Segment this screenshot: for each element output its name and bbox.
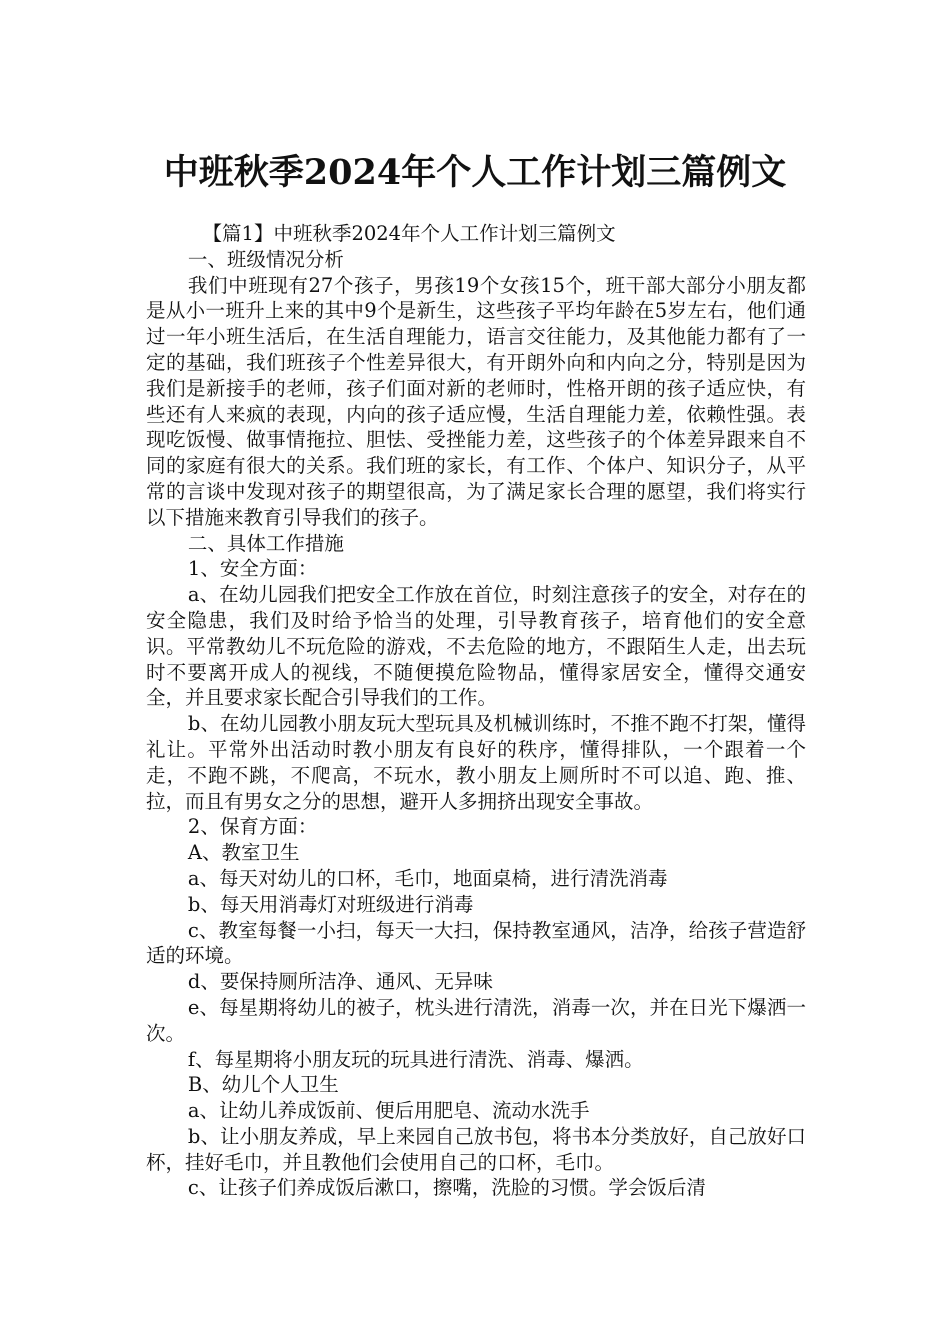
heading-personal-hygiene: B、幼儿个人卫生 bbox=[187, 1073, 339, 1097]
paragraph-safety-b: b、在幼儿园教小朋友玩大型玩具及机械训练时，不推不跑不打架，懂得礼让。平常外出活动时教小朋友有良好的秩序，懂得排队，一个跟着一个走，不跑不跳，不爬高，不玩水，教小朋友上厕所时不可以追、跑、推、拉，而且有男女之分的思想，避开人多拥挤出现安全事故。 bbox=[146, 712, 806, 813]
heading-classroom-hygiene: A、教室卫生 bbox=[187, 841, 300, 865]
list-item: b、每天用消毒灯对班级进行消毒 bbox=[187, 892, 474, 916]
heading-class-analysis: 一、班级情况分析 bbox=[187, 247, 344, 271]
list-item: c、教室每餐一小扫，每天一大扫，保持教室通风，洁净，给孩子营造舒适的环境。 bbox=[146, 918, 806, 968]
heading-care: 2、保育方面： bbox=[187, 815, 318, 839]
list-item: a、每天对幼儿的口杯，毛巾，地面桌椅，进行清洗消毒 bbox=[187, 866, 668, 890]
list-item: c、让孩子们养成饭后漱口，擦嘴，洗脸的习惯。学会饭后清 bbox=[187, 1176, 706, 1200]
list-item: b、让小朋友养成，早上来园自己放书包，将书本分类放好，自己放好口杯，挂好毛巾，并且教他们会使用自己的口杯，毛巾。 bbox=[146, 1124, 806, 1174]
document-title: 中班秋季2024年个人工作计划三篇例文 bbox=[163, 152, 787, 194]
paragraph-class-situation: 我们中班现有27个孩子，男孩19个女孩15个，班干部大部分小朋友都是从小一班升上来的其中9个是新生，这些孩子平均年龄在5岁左右，他们通过一年小班生活后，在生活自理能力，语言交往能力，及其他能力都有了一定的基础，我们班孩子个性差异很大，有开朗外向和内向之分，特别是因为我们是新接手的老师，孩子们面对新的老师时，性格开朗的孩子适应快，有些还有人来疯的表现，内向的孩子适应慢，生活自理能力差，依赖性强。表现吃饭慢、做事情拖拉、胆怯、受挫能力差，这些孩子的个体差异跟来自不同的家庭有很大的关系。我们班的家长，有工作、个体户、知识分子，从平常的言谈中发现对孩子的期望很高，为了满足家长合理的愿望，我们将实行以下措施来教育引导我们的孩子。 bbox=[146, 273, 806, 529]
list-item: d、要保持厕所洁净、通风、无异味 bbox=[187, 970, 493, 994]
section-heading: 【篇1】中班秋季2024年个人工作计划三篇例文 bbox=[202, 222, 616, 245]
paragraph-safety-a: a、在幼儿园我们把安全工作放在首位，时刻注意孩子的安全，对存在的安全隐患，我们及时给予恰当的处理，引导教育孩子，培育他们的安全意识。平常教幼儿不玩危险的游戏，不去危险的地方，不跟陌生人走，出去玩时不要离开成人的视线，不随便摸危险物品，懂得家居安全，懂得交通安全，并且要求家长配合引导我们的工作。 bbox=[146, 583, 806, 710]
list-item: a、让幼儿养成饭前、便后用肥皂、流动水洗手 bbox=[187, 1099, 590, 1123]
heading-work-measures: 二、具体工作措施 bbox=[187, 531, 344, 555]
document-body bbox=[146, 221, 806, 1201]
heading-safety: 1、安全方面： bbox=[187, 557, 318, 581]
list-item: e、每星期将幼儿的被子，枕头进行清洗，消毒一次，并在日光下爆洒一次。 bbox=[146, 995, 806, 1045]
list-item: f、每星期将小朋友玩的玩具进行清洗、消毒、爆洒。 bbox=[187, 1047, 644, 1071]
